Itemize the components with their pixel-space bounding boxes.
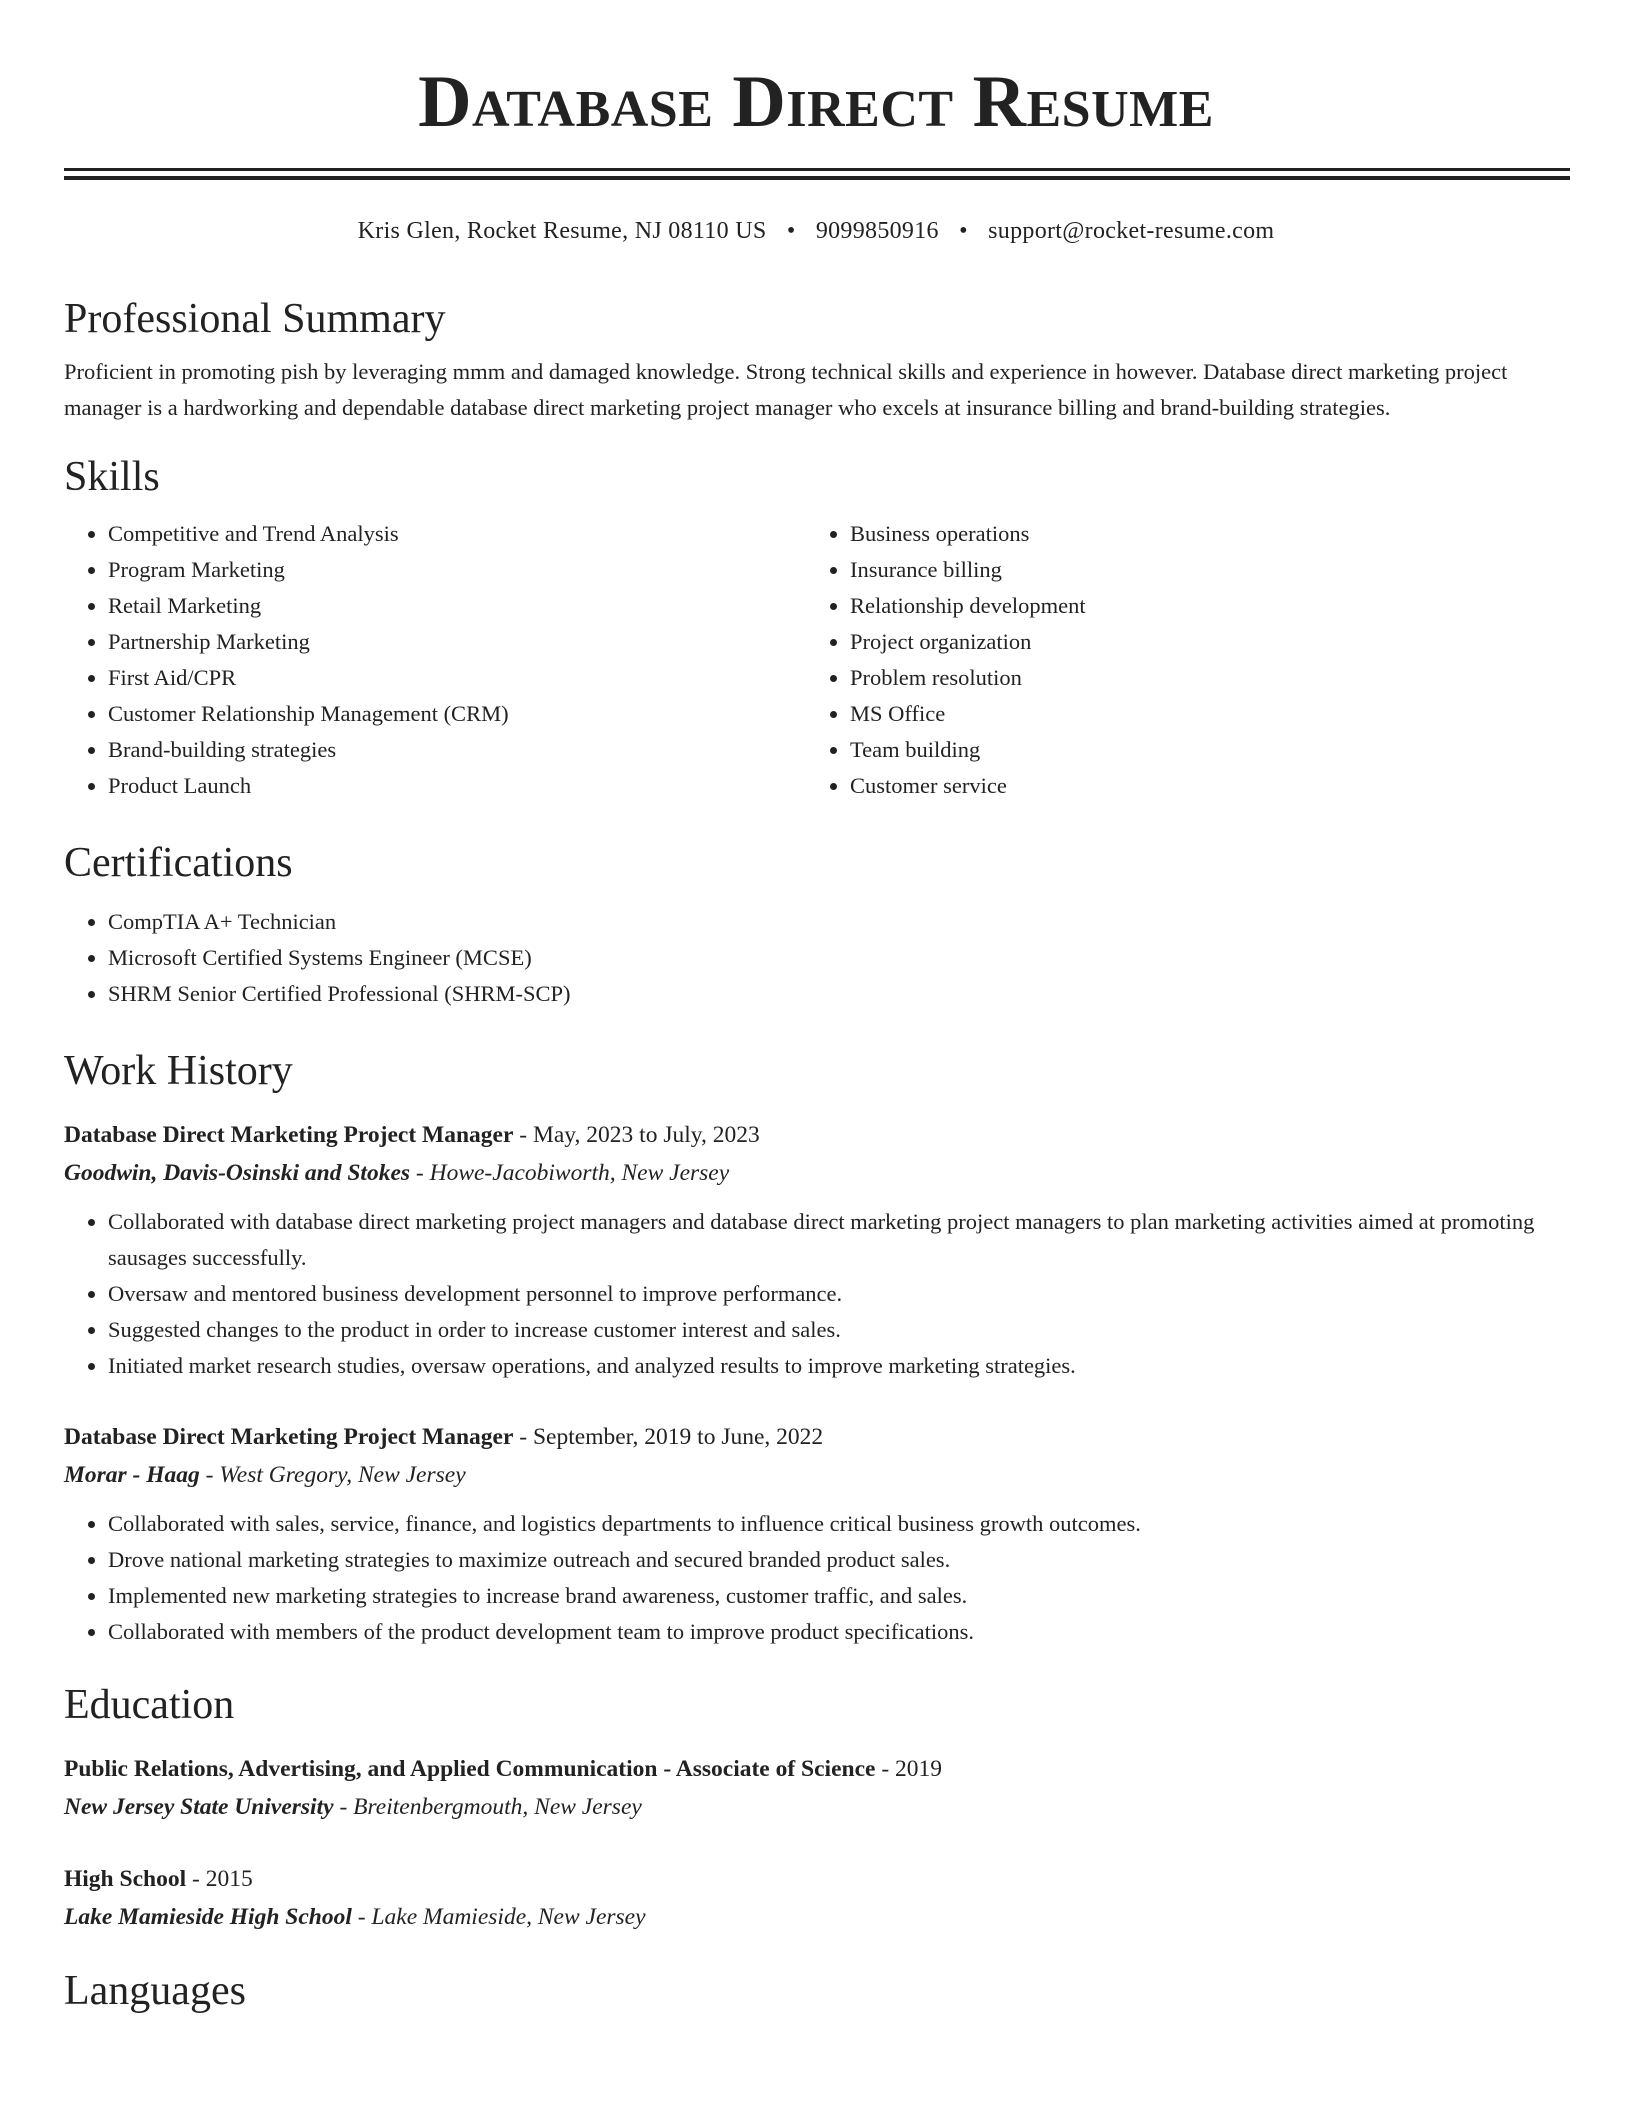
job-dash: -: [519, 1424, 533, 1450]
education-year: 2015: [205, 1866, 253, 1892]
education-section: [64, 1676, 1570, 1936]
job-entry: [64, 1418, 1570, 1650]
education-degree: High School: [64, 1866, 187, 1892]
summary-heading: Professional Summary: [64, 296, 446, 342]
skill-item: • Insurance billing: [850, 552, 1548, 588]
skill-item: • Partnership Marketing: [108, 624, 806, 660]
work-history-section: [64, 1042, 1570, 1650]
skills-column-left: [64, 516, 806, 804]
job-location: West Gregory, New Jersey: [219, 1462, 466, 1488]
education-dash: -: [191, 1866, 206, 1892]
education-location: Lake Mamieside, New Jersey: [371, 1904, 646, 1930]
education-header: [64, 1860, 1570, 1898]
job-responsibilities: [64, 1204, 1570, 1384]
job-title: Database Direct Marketing Project Manager: [64, 1122, 514, 1148]
education-institution: [64, 1898, 1570, 1936]
job-bullet: • Collaborated with database direct marketing project managers and database direct marketing project managers to plan marketing activities aimed at promoting sausages successfully.: [108, 1204, 1570, 1276]
languages-section: [64, 1962, 1570, 2020]
skill-item: • Project organization: [850, 624, 1548, 660]
job-bullet: • Oversaw and mentored business development personnel to improve performance.: [108, 1276, 1570, 1312]
job-dash: -: [205, 1462, 220, 1488]
education-entry: [64, 1750, 1570, 1826]
job-location: Howe-Jacobiworth, New Jersey: [429, 1160, 730, 1186]
skills-list-right: [806, 516, 1548, 804]
education-header: [64, 1750, 1570, 1788]
resume-title: Database Direct Resume: [418, 61, 1214, 143]
contact-address: Kris Glen, Rocket Resume, NJ 08110 US: [357, 218, 767, 244]
skill-item: • Customer Relationship Management (CRM): [108, 696, 806, 732]
job-dates: September, 2019 to June, 2022: [532, 1424, 824, 1450]
skills-column-right: [806, 516, 1548, 804]
skills-section: [64, 448, 1570, 804]
title-divider-bottom: [64, 176, 1570, 180]
job-bullet: • Suggested changes to the product in order to increase customer interest and sales.: [108, 1312, 1570, 1348]
skill-item: • Team building: [850, 732, 1548, 768]
skill-item: • Customer service: [850, 768, 1548, 804]
education-location: Breitenbergmouth, New Jersey: [353, 1794, 642, 1820]
work-history-heading: Work History: [64, 1048, 293, 1094]
skill-item: • Program Marketing: [108, 552, 806, 588]
skill-item: • Competitive and Trend Analysis: [108, 516, 806, 552]
education-degree: Public Relations, Advertising, and Applied Communication - Associate of Science: [64, 1756, 876, 1782]
education-school: New Jersey State University: [64, 1794, 334, 1820]
job-company: Goodwin, Davis-Osinski and Stokes: [64, 1160, 411, 1186]
contact-phone: 9099850916: [815, 218, 939, 244]
languages-heading: Languages: [64, 1968, 246, 2014]
skill-item: • Problem resolution: [850, 660, 1548, 696]
skills-heading: Skills: [64, 454, 160, 500]
education-institution: [64, 1788, 1570, 1826]
job-bullet: • Collaborated with members of the product development team to improve product specifications.: [108, 1614, 1570, 1650]
job-bullet: • Initiated market research studies, oversaw operations, and analyzed results to improve marketing strategies.: [108, 1348, 1570, 1384]
certification-item: • SHRM Senior Certified Professional (SHRM-SCP): [108, 976, 1570, 1012]
skill-item: • First Aid/CPR: [108, 660, 806, 696]
certification-item: • Microsoft Certified Systems Engineer (MCSE): [108, 940, 1570, 976]
certification-item: • CompTIA A+ Technician: [108, 904, 1570, 940]
job-header: [64, 1418, 1570, 1456]
job-bullet: • Collaborated with sales, service, finance, and logistics departments to influence critical business growth outcomes.: [108, 1506, 1570, 1542]
education-heading: Education: [64, 1682, 235, 1728]
education-school: Lake Mamieside High School: [64, 1904, 352, 1930]
job-dash: -: [415, 1160, 430, 1186]
contact-separator: •: [959, 218, 968, 244]
job-entry: [64, 1116, 1570, 1384]
skill-item: • MS Office: [850, 696, 1548, 732]
job-title: Database Direct Marketing Project Manager: [64, 1424, 514, 1450]
contact-separator: •: [786, 218, 796, 244]
education-year: 2019: [895, 1756, 943, 1782]
contact-line: [0, 214, 1632, 248]
summary-section: [64, 290, 1570, 426]
skill-item: • Brand-building strategies: [108, 732, 806, 768]
job-company: Morar - Haag: [64, 1462, 200, 1488]
certifications-heading: Certifications: [64, 840, 293, 886]
resume-body: [64, 290, 1570, 2020]
education-dash: -: [357, 1904, 372, 1930]
job-responsibilities: [64, 1506, 1570, 1650]
skill-item: • Retail Marketing: [108, 588, 806, 624]
job-employer: [64, 1456, 1570, 1494]
job-bullet: • Implemented new marketing strategies to increase brand awareness, customer traffic, and sales.: [108, 1578, 1570, 1614]
certifications-section: [64, 834, 1570, 1012]
skill-item: • Product Launch: [108, 768, 806, 804]
job-dates: May, 2023 to July, 2023: [532, 1122, 760, 1148]
job-employer: [64, 1154, 1570, 1192]
skills-list-left: [64, 516, 806, 804]
education-dash: -: [881, 1756, 896, 1782]
skills-grid: [64, 516, 1570, 804]
skill-item: • Relationship development: [850, 588, 1548, 624]
job-header: [64, 1116, 1570, 1154]
contact-email: support@rocket-resume.com: [988, 218, 1275, 244]
job-dash: -: [519, 1122, 533, 1148]
summary-text: Proficient in promoting pish by leveraging mmm and damaged knowledge. Strong technical skills and experience in however. Database direct marketing project manager is a hardworking and dependable database direct marketing project manager who excels at insurance billing and brand-building strategies.: [64, 359, 1508, 420]
skill-item: • Business operations: [850, 516, 1548, 552]
education-entry: [64, 1860, 1570, 1936]
title-divider-top: [64, 168, 1570, 171]
job-bullet: • Drove national marketing strategies to maximize outreach and secured branded product sales.: [108, 1542, 1570, 1578]
education-dash: -: [339, 1794, 354, 1820]
certifications-list: [64, 904, 1570, 1012]
